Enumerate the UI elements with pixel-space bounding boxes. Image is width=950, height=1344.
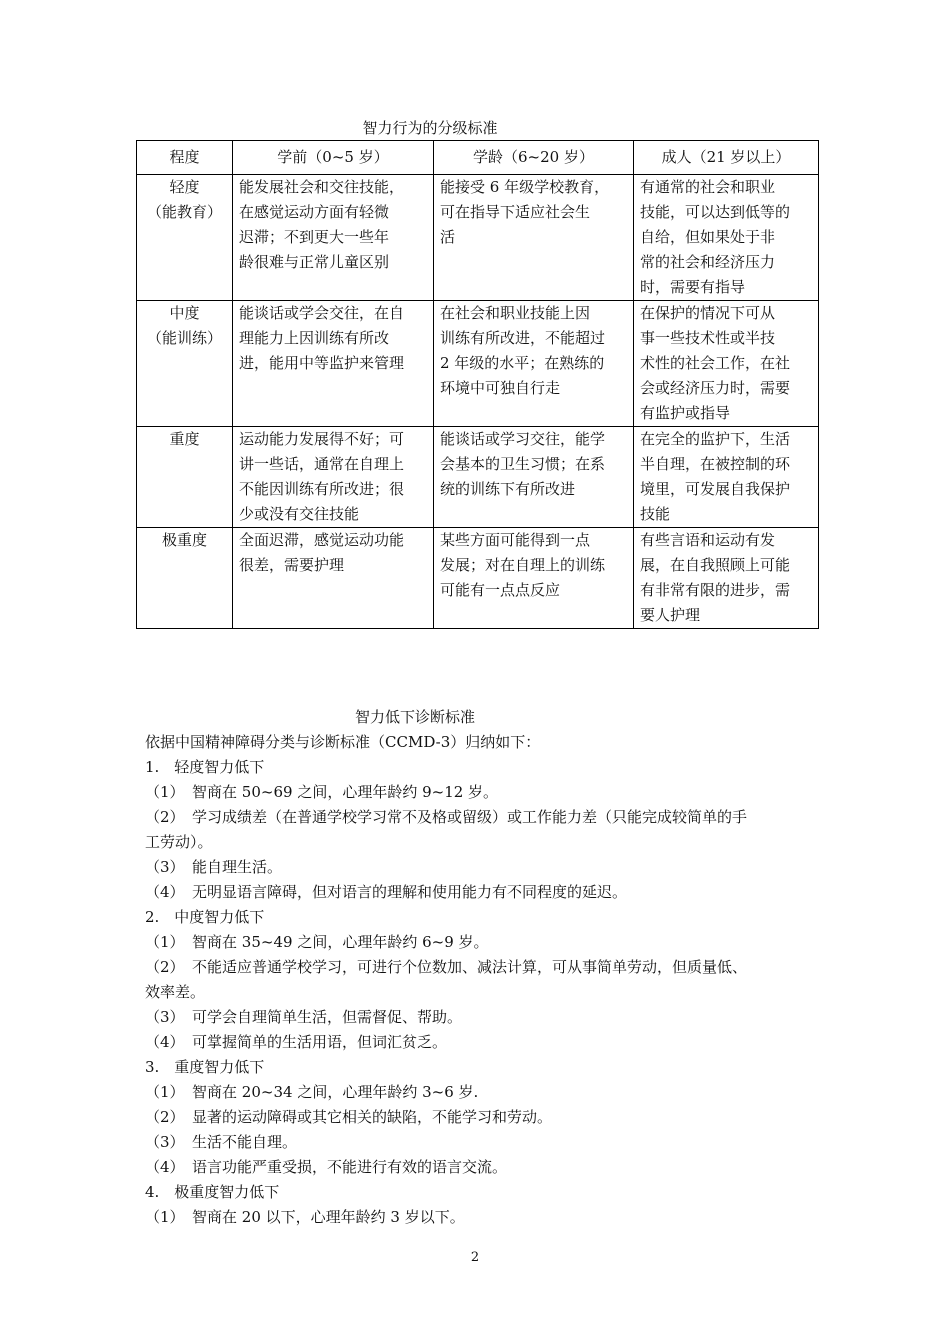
cell-line: 会或经济压力时，需要 [640,379,791,397]
text-line: （4） 无明显语言障碍，但对语言的理解和使用能力有不同程度的延迟。 [145,883,628,901]
adult-cell [634,175,819,301]
level-cell [137,427,233,528]
cell-line: 中度 [169,304,200,322]
cell-line: 在社会和职业技能上因 [440,304,591,322]
table-header-row [137,141,819,175]
cell-line: 统的训练下有所改进 [440,480,576,498]
cell-line: 有非常有限的进步，需 [640,581,791,599]
text-line: （1） 智商在 35~49 之间，心理年龄约 6~9 岁。 [145,933,489,951]
table-title: 智力行为的分级标准 [362,119,498,137]
cell-line: 事一些技术性或半技 [640,329,776,347]
text-line: 依据中国精神障碍分类与诊断标准（CCMD-3）归纳如下： [145,733,541,751]
cell-line: 有监护或指导 [640,404,731,422]
preschool-cell [233,427,434,528]
text-line: （4） 语言功能严重受损，不能进行有效的语言交流。 [145,1158,508,1176]
table-row [137,301,819,427]
cell-line: 在保护的情况下可从 [640,304,776,322]
text-line: （3） 能自理生活。 [145,858,283,876]
text-line: （3） 可学会自理简单生活，但需督促、帮助。 [145,1008,463,1026]
school-age-cell [434,301,634,427]
cell-line: 全面迟滞，感觉运动功能 [239,531,405,549]
school-age-cell [434,427,634,528]
text-line: （1） 智商在 20~34 之间，心理年龄约 3~6 岁. [145,1083,479,1101]
cell-line: 技能 [640,505,671,523]
cell-line: 展，在自我照顾上可能 [640,556,791,574]
level-cell [137,301,233,427]
cell-line: 时，需要有指导 [640,278,746,296]
cell-line: 能谈话或学习交往，能学 [440,430,606,448]
cell-line: 能接受 6 年级学校教育， [440,178,610,196]
cell-line: 环境中可独自行走 [440,379,561,397]
cell-line: 少或没有交往技能 [239,505,360,523]
cell-line: 半自理，在被控制的环 [640,455,791,473]
text-line: （2） 显著的运动障碍或其它相关的缺陷，不能学习和劳动。 [145,1108,553,1126]
text-line: （2） 学习成绩差（在普通学校学习常不及格或留级）或工作能力差（只能完成较简单的手 [145,808,748,826]
header-school-age: 学龄（6~20 岁） [434,141,634,175]
cell-line: 有通常的社会和职业 [640,178,776,196]
table-row [137,427,819,528]
header-adult: 成人（21 岁以上） [634,141,819,175]
cell-line: 常的社会和经济压力 [640,253,776,271]
text-line: （3） 生活不能自理。 [145,1133,298,1151]
school-age-cell [434,528,634,629]
text-line: 2. 中度智力低下 [145,908,265,926]
cell-line: 某些方面可能得到一点 [440,531,591,549]
text-line: （4） 可掌握简单的生活用语，但词汇贫乏。 [145,1033,448,1051]
text-line: 1. 轻度智力低下 [145,758,265,776]
text-line: 工劳动）。 [145,833,213,851]
preschool-cell [233,528,434,629]
cell-line: 训练有所改进，不能超过 [440,329,606,347]
text-line: （1） 智商在 20 以下，心理年龄约 3 岁以下。 [145,1208,465,1226]
cell-line: 运动能力发展得不好；可 [239,430,405,448]
text-line: 4. 极重度智力低下 [145,1183,280,1201]
cell-line: 有些言语和运动有发 [640,531,776,549]
text-line: 3. 重度智力低下 [145,1058,265,1076]
cell-line: 活 [440,228,456,246]
cell-line: 龄很难与正常儿童区别 [239,253,390,271]
cell-line: （能训练） [146,329,222,347]
cell-line: 可在指导下适应社会生 [440,203,591,221]
section-title: 智力低下诊断标准 [354,708,475,726]
cell-line: 进，能用中等监护来管理 [239,354,405,372]
text-line: （1） 智商在 50~69 之间，心理年龄约 9~12 岁。 [145,783,499,801]
cell-line: 在感觉运动方面有轻微 [239,203,390,221]
cell-line: 理能力上因训练有所改 [239,329,390,347]
grading-table [136,140,819,629]
table-row [137,528,819,629]
cell-line: 自给，但如果处于非 [640,228,776,246]
cell-line: 能谈话或学会交往，在自 [239,304,405,322]
cell-line: 术性的社会工作，在社 [640,354,791,372]
level-cell [137,528,233,629]
adult-cell [634,301,819,427]
cell-line: 可能有一点点反应 [440,581,561,599]
table-row [137,175,819,301]
header-preschool: 学前（0~5 岁） [233,141,434,175]
cell-line: 极重度 [161,531,207,549]
diagnostic-criteria-text [145,730,817,1230]
adult-cell [634,427,819,528]
cell-line: 要人护理 [640,606,701,624]
header-degree: 程度 [137,141,233,175]
page-number: 2 [470,1250,480,1265]
cell-line: 2 年级的水平；在熟练的 [440,354,605,372]
cell-line: 轻度 [169,178,200,196]
cell-line: 在完全的监护下，生活 [640,430,791,448]
level-cell [137,175,233,301]
preschool-cell [233,175,434,301]
cell-line: 技能，可以达到低等的 [640,203,791,221]
text-line: （2） 不能适应普通学校学习，可进行个位数加、减法计算，可从事简单劳动，但质量低、 [145,958,748,976]
cell-line: 讲一些话，通常在自理上 [239,455,405,473]
cell-line: 不能因训练有所改进；很 [239,480,405,498]
cell-line: 境里，可发展自我保护 [640,480,791,498]
text-line: 效率差。 [145,983,206,1001]
cell-line: 会基本的卫生习惯；在系 [440,455,606,473]
preschool-cell [233,301,434,427]
cell-line: 发展；对在自理上的训练 [440,556,606,574]
adult-cell [634,528,819,629]
cell-line: 很差，需要护理 [239,556,345,574]
cell-line: 能发展社会和交往技能， [239,178,405,196]
cell-line: （能教育） [146,203,222,221]
school-age-cell [434,175,634,301]
cell-line: 重度 [169,430,200,448]
cell-line: 迟滞；不到更大一些年 [239,228,390,246]
